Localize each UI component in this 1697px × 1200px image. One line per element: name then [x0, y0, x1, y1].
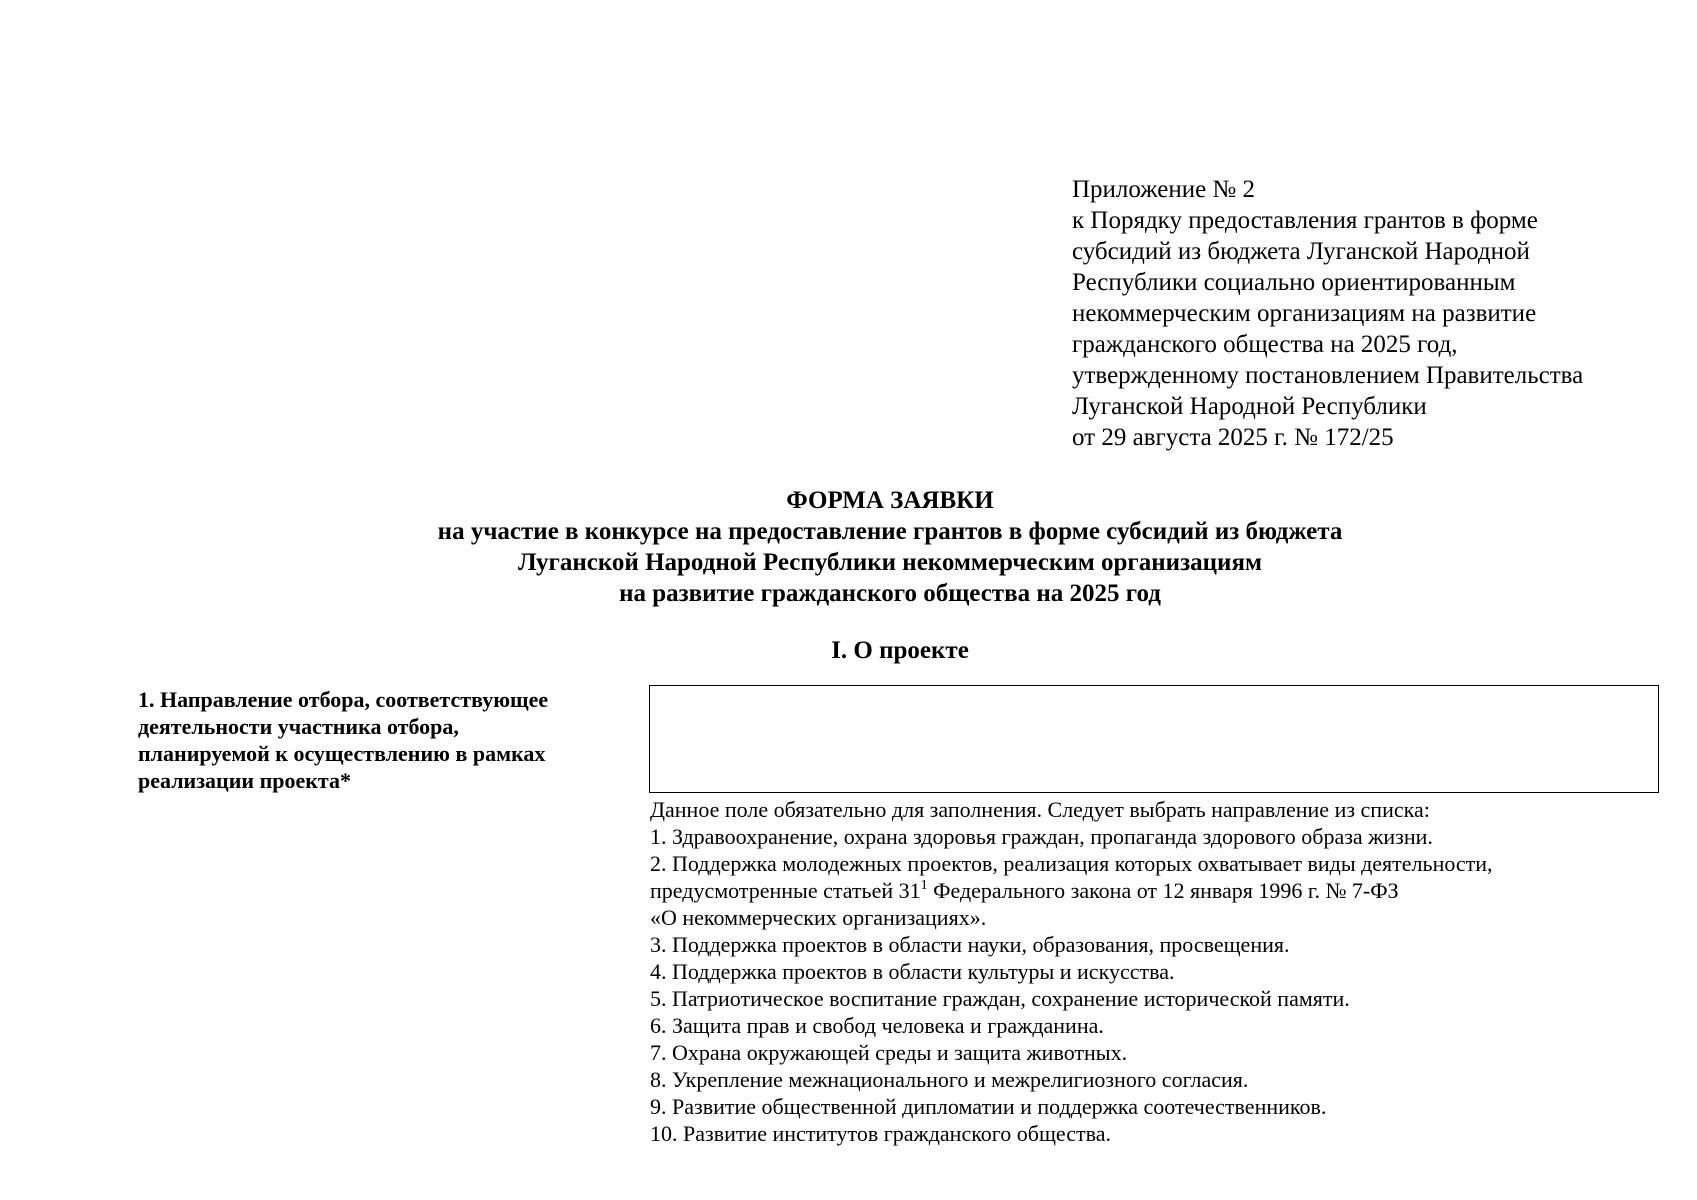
help-item: 2. Поддержка молодежных проектов, реализация которых охватывает виды деятельности, [650, 851, 1493, 876]
appendix-line: от 29 августа 2025 г. № 172/25 [1072, 424, 1394, 451]
field-1-label-line: 1. Направление отбора, соответствующее [138, 687, 549, 712]
help-item: 6. Защита прав и свобод человека и гражданина. [650, 1013, 1104, 1038]
help-item: 4. Поддержка проектов в области культуры и искусства. [650, 959, 1175, 984]
appendix-line: Республики социально ориентированным [1072, 269, 1516, 296]
form-heading: ФОРМА ЗАЯВКИ [786, 487, 994, 514]
help-item: 10. Развитие институтов гражданского общества. [650, 1121, 1111, 1146]
appendix-line: к Порядку предоставления грантов в форме [1072, 207, 1538, 234]
help-item: 8. Укрепление межнационального и межрелигиозного согласия. [650, 1067, 1249, 1092]
section-title: I. О проекте [831, 637, 969, 664]
appendix-line: утвержденному постановлением Правительства [1072, 362, 1584, 389]
appendix-line: некоммерческим организациям на развитие [1072, 300, 1537, 327]
help-item-text: Федерального закона от 12 января 1996 г. № 7-ФЗ [927, 878, 1399, 903]
help-item: 3. Поддержка проектов в области науки, образования, просвещения. [650, 932, 1290, 957]
form-subtitle-line: на развитие гражданского общества на 2025 год [619, 580, 1161, 607]
help-intro: Данное поле обязательно для заполнения. Следует выбрать направление из списка: [650, 797, 1430, 822]
appendix-line: Приложение № 2 [1072, 176, 1256, 203]
help-item: 7. Охрана окружающей среды и защита животных. [650, 1040, 1128, 1065]
superscript: 1 [920, 878, 928, 893]
help-item [650, 877, 1670, 904]
field-1-label-line: реализации проекта* [138, 768, 352, 793]
appendix-line: гражданского общества на 2025 год, [1072, 331, 1458, 358]
appendix-line: Луганской Народной Республики [1072, 393, 1427, 420]
help-item: «О некоммерческих организациях». [650, 905, 987, 930]
field-1-help [650, 796, 1670, 1147]
form-title [0, 485, 1697, 609]
field-1-input-box[interactable] [649, 685, 1659, 793]
appendix-line: субсидий из бюджета Луганской Народной [1072, 238, 1530, 265]
help-item-text: предусмотренные статьей 31 [650, 878, 921, 903]
help-item: 1. Здравоохранение, охрана здоровья граждан, пропаганда здорового образа жизни. [650, 824, 1433, 849]
help-item: 5. Патриотическое воспитание граждан, сохранение исторической памяти. [650, 986, 1350, 1011]
help-item: 9. Развитие общественной дипломатии и поддержка соотечественников. [650, 1094, 1327, 1119]
field-1-label-line: деятельности участника отбора, [138, 714, 459, 739]
field-1-label-line: планируемой к осуществлению в рамках [138, 741, 546, 766]
form-subtitle-line: Луганской Народной Республики некоммерческим организациям [518, 549, 1262, 576]
field-1-label [138, 686, 638, 794]
form-subtitle-line: на участие в конкурсе на предоставление грантов в форме субсидий из бюджета [437, 518, 1343, 545]
appendix-note [1072, 174, 1672, 453]
